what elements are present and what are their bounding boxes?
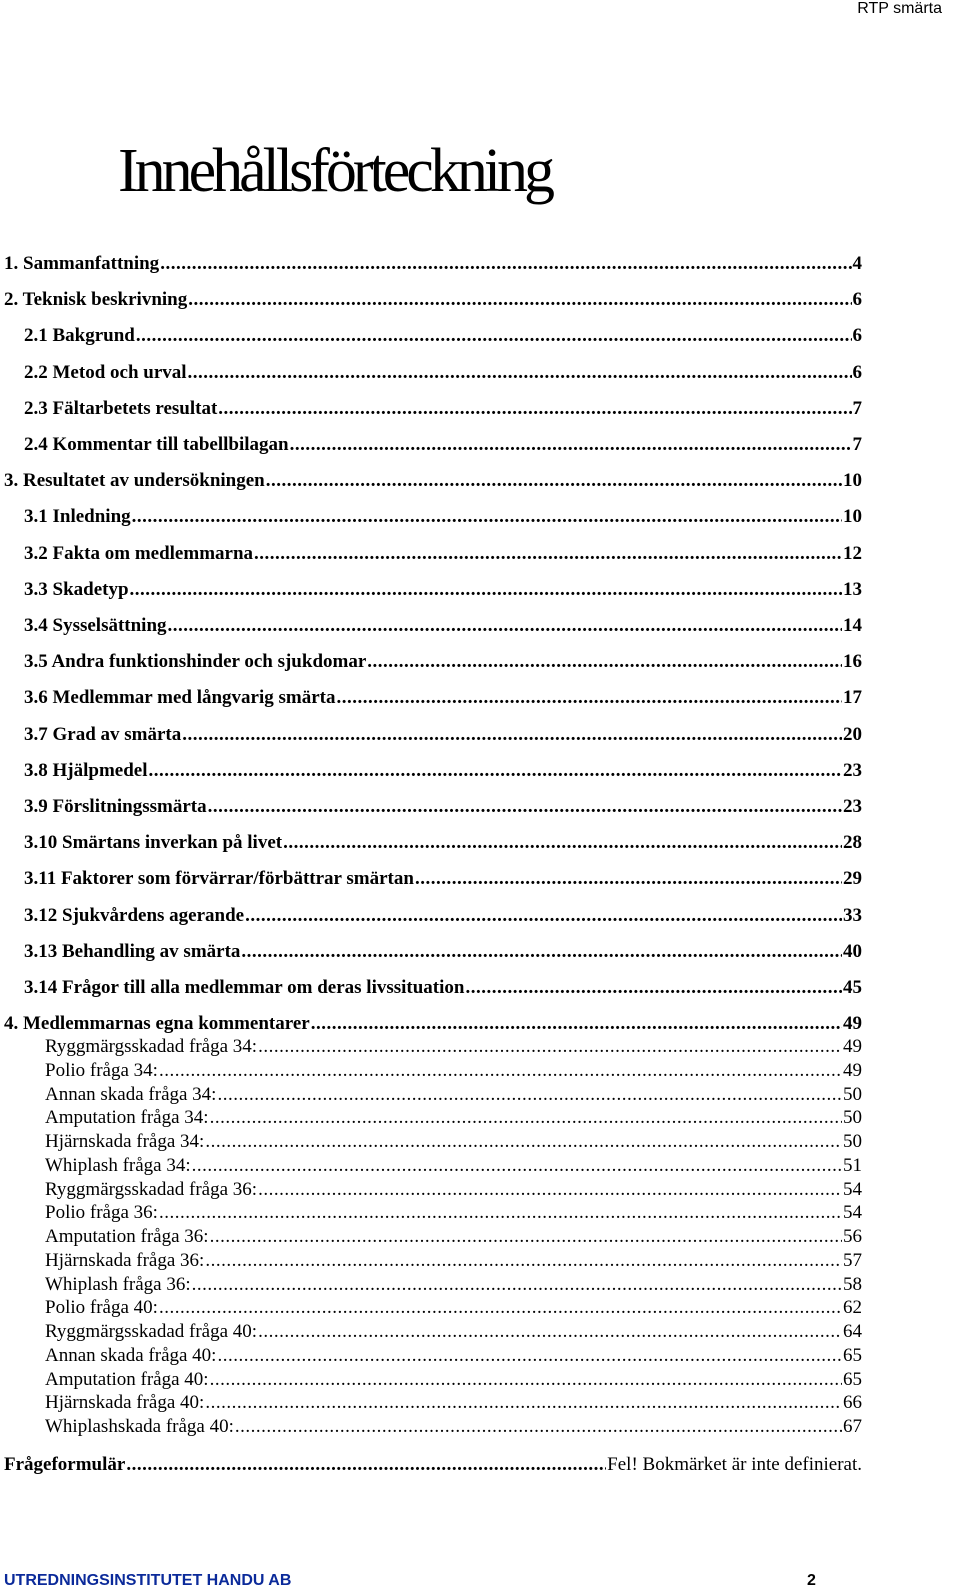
toc-leader-dots xyxy=(188,289,851,311)
toc-entry-page: 23 xyxy=(843,796,862,817)
toc-entry-label: 1. Sammanfattning xyxy=(4,253,160,274)
toc-leader-dots xyxy=(192,1274,842,1296)
toc-leader-dots xyxy=(283,832,842,854)
toc-entry-page: 57 xyxy=(843,1249,862,1271)
toc-entry-page: 6 xyxy=(852,289,862,311)
toc-entry[interactable] xyxy=(24,724,862,746)
toc-entry[interactable] xyxy=(45,1321,862,1343)
toc-entry[interactable] xyxy=(45,1226,862,1248)
toc-entry[interactable] xyxy=(45,1036,862,1058)
toc-entry[interactable] xyxy=(45,1274,862,1296)
toc-entry-label: Hjärnskada fråga 36: xyxy=(45,1249,205,1271)
toc-entry-label: 2.3 Fältarbetets resultat xyxy=(24,397,218,419)
toc-entry[interactable] xyxy=(24,905,862,927)
toc-entry[interactable] xyxy=(4,470,862,492)
toc-entry-label: Ryggmärgsskadad fråga 36: xyxy=(45,1178,258,1200)
toc-entry-label: 2.2 Metod och urval xyxy=(24,361,187,383)
toc-entry[interactable] xyxy=(24,543,862,565)
toc-entry-label: 3.8 Hjälpmedel xyxy=(24,759,148,781)
toc-entry-label: Whiplash fråga 34: xyxy=(45,1154,191,1176)
toc-leader-dots xyxy=(192,1155,842,1177)
toc-entry[interactable] xyxy=(4,1013,862,1035)
toc-entry-label: Amputation fråga 40: xyxy=(45,1368,209,1390)
toc-entry-page: 62 xyxy=(843,1297,862,1319)
toc-entry-page: 7 xyxy=(852,434,862,455)
toc-leader-dots xyxy=(130,579,842,601)
toc-entry-label: 3.4 Sysselsättning xyxy=(24,615,167,636)
toc-leader-dots xyxy=(208,796,842,818)
toc-entry-page: 49 xyxy=(843,1013,862,1035)
toc-entry-page: 12 xyxy=(843,542,862,564)
toc-entry-page: 50 xyxy=(843,1083,862,1105)
toc-entry[interactable] xyxy=(24,362,862,384)
toc-entry-label: Frågeformulär xyxy=(4,1454,126,1475)
toc-entry-label: 3.1 Inledning xyxy=(24,506,131,528)
toc-entry[interactable] xyxy=(45,1202,862,1224)
toc-leader-dots xyxy=(290,434,852,456)
toc-leader-dots xyxy=(415,868,842,890)
toc-entry-page: 56 xyxy=(843,1226,862,1247)
toc-entry[interactable] xyxy=(24,615,862,637)
toc-entry-page: 65 xyxy=(843,1344,862,1366)
toc-entry[interactable] xyxy=(24,579,862,601)
toc-entry[interactable] xyxy=(45,1060,862,1082)
toc-entry-label: Annan skada fråga 34: xyxy=(45,1083,217,1105)
toc-entry-page: 54 xyxy=(843,1178,862,1200)
toc-entry[interactable] xyxy=(45,1297,862,1319)
toc-entry[interactable] xyxy=(45,1250,862,1272)
toc-entry-page: 10 xyxy=(843,470,862,492)
toc-entry[interactable] xyxy=(24,796,862,818)
toc-leader-dots xyxy=(210,1107,842,1129)
toc-entry[interactable] xyxy=(24,941,862,963)
toc-entry-label: 2.4 Kommentar till tabellbilagan xyxy=(24,434,289,455)
toc-leader-dots xyxy=(182,724,842,746)
toc-entry-page: 58 xyxy=(843,1273,862,1295)
toc-entry[interactable] xyxy=(24,434,862,456)
toc-entry-label: 3.10 Smärtans inverkan på livet xyxy=(24,832,283,854)
toc-entry-page: 4 xyxy=(852,253,862,274)
toc-entry[interactable] xyxy=(24,398,862,420)
toc-leader-dots xyxy=(210,1226,842,1248)
toc-entry-page: 28 xyxy=(843,832,862,854)
toc-entry-label: 3.9 Förslitningssmärta xyxy=(24,796,207,817)
toc-entry-label: 3. Resultatet av undersökningen xyxy=(4,470,265,492)
toc-entry-page: 10 xyxy=(843,506,862,528)
toc-entry-page: 20 xyxy=(843,723,862,745)
toc-entry[interactable] xyxy=(24,687,862,709)
page-title: Innehållsförteckning xyxy=(118,137,552,205)
toc-leader-dots xyxy=(218,398,851,420)
toc-entry-label: 3.13 Behandling av smärta xyxy=(24,940,241,962)
toc-entry-label: 2.1 Bakgrund xyxy=(24,325,135,347)
toc-entry[interactable] xyxy=(45,1392,862,1414)
toc-leader-dots xyxy=(241,941,842,963)
toc-leader-dots xyxy=(235,1416,842,1438)
toc-entry-page: 29 xyxy=(843,868,862,890)
toc-entry-page: 14 xyxy=(843,615,862,636)
toc-entry-page: 64 xyxy=(843,1321,862,1342)
toc-leader-dots xyxy=(205,1392,842,1414)
toc-entry-page: 66 xyxy=(843,1392,862,1414)
toc-entry[interactable] xyxy=(24,325,862,347)
toc-entry-label: 3.2 Fakta om medlemmarna xyxy=(24,542,254,564)
toc-leader-dots xyxy=(188,362,852,384)
toc-entry-page: 33 xyxy=(843,904,862,926)
toc-entry-page: 49 xyxy=(843,1036,862,1057)
toc-leader-dots xyxy=(367,651,842,673)
toc-entry-label: Amputation fråga 34: xyxy=(45,1107,209,1129)
toc-entry-label: Amputation fråga 36: xyxy=(45,1226,209,1247)
toc-leader-dots xyxy=(168,615,842,637)
toc-leader-dots xyxy=(159,1297,842,1319)
toc-leader-dots xyxy=(159,1060,842,1082)
toc-entry-label: Polio fråga 36: xyxy=(45,1202,158,1224)
toc-entry-label: Polio fråga 34: xyxy=(45,1059,158,1081)
toc-entry[interactable] xyxy=(24,868,862,890)
toc-leader-dots xyxy=(217,1084,842,1106)
toc-leader-dots xyxy=(258,1321,842,1343)
running-header: RTP smärta xyxy=(857,0,942,17)
toc-entry-label: Hjärnskada fråga 34: xyxy=(45,1131,205,1152)
toc-entry-label: Whiplashskada fråga 40: xyxy=(45,1416,234,1437)
toc-leader-dots xyxy=(337,687,842,709)
toc-entry-label: 3.12 Sjukvårdens agerande xyxy=(24,904,245,926)
toc-entry-label: 3.5 Andra funktionshinder och sjukdomar xyxy=(24,651,367,673)
toc-leader-dots xyxy=(132,506,842,528)
toc-entry-page: 17 xyxy=(843,687,862,709)
toc-entry[interactable] xyxy=(45,1107,862,1129)
toc-entry-page: 45 xyxy=(843,977,862,998)
toc-entry-page: 7 xyxy=(852,397,862,419)
toc-entry-page: 50 xyxy=(843,1107,862,1129)
toc-entry-page: 65 xyxy=(843,1368,862,1390)
toc-entry[interactable] xyxy=(24,651,862,673)
toc-entry[interactable] xyxy=(45,1131,862,1153)
toc-entry[interactable] xyxy=(45,1155,862,1177)
toc-entry-page: 6 xyxy=(852,325,862,347)
toc-leader-dots xyxy=(245,905,842,927)
toc-leader-dots xyxy=(136,325,852,347)
toc-leader-dots xyxy=(254,543,842,565)
toc-leader-dots xyxy=(159,1202,842,1224)
toc-entry[interactable] xyxy=(45,1179,862,1201)
toc-entry-label: 3.3 Skadetyp xyxy=(24,578,129,600)
toc-entry[interactable] xyxy=(24,977,862,999)
toc-leader-dots xyxy=(205,1131,842,1153)
toc-entry-page: 13 xyxy=(843,578,862,600)
toc-leader-dots xyxy=(266,470,842,492)
toc-entry-label: Whiplash fråga 36: xyxy=(45,1273,191,1295)
toc-entry-label: Ryggmärgsskadad fråga 34: xyxy=(45,1036,258,1057)
toc-entry-label: 3.11 Faktorer som förvärrar/förbättrar smärtan xyxy=(24,868,414,890)
toc-leader-dots xyxy=(311,1013,842,1035)
toc-entry[interactable] xyxy=(45,1345,862,1367)
toc-entry-label: 2. Teknisk beskrivning xyxy=(4,289,188,311)
toc-entry-label: Hjärnskada fråga 40: xyxy=(45,1392,205,1414)
toc-entry-page: 16 xyxy=(843,651,862,673)
toc-leader-dots xyxy=(465,977,842,999)
toc-entry[interactable] xyxy=(24,760,862,782)
toc-entry-label: 3.7 Grad av smärta xyxy=(24,723,182,745)
toc-entry-page: 67 xyxy=(843,1416,862,1437)
toc-leader-dots xyxy=(217,1345,842,1367)
toc-entry[interactable] xyxy=(45,1416,862,1438)
toc-entry[interactable] xyxy=(45,1084,862,1106)
toc-entry-page: 23 xyxy=(843,759,862,781)
footer-page-number: 2 xyxy=(807,1572,816,1589)
toc-entry[interactable] xyxy=(24,506,862,528)
toc-entry[interactable] xyxy=(4,253,862,275)
toc-leader-dots xyxy=(210,1369,842,1391)
toc-entry-page: 49 xyxy=(843,1059,862,1081)
footer-company: UTREDNINGSINSTITUTET HANDU AB xyxy=(4,1572,292,1589)
toc-leader-dots xyxy=(149,760,843,782)
toc-entry-error-text: Fel! Bokmärket är inte definierat. xyxy=(607,1454,862,1475)
toc-entry-label: 3.6 Medlemmar med långvarig smärta xyxy=(24,687,336,709)
toc-entry-formular[interactable] xyxy=(4,1454,862,1476)
toc-entry-page: 6 xyxy=(852,361,862,383)
toc-entry-label: 3.14 Frågor till alla medlemmar om deras livssituation xyxy=(24,977,465,998)
toc-entry-page: 50 xyxy=(843,1131,862,1152)
toc-entry-label: Annan skada fråga 40: xyxy=(45,1344,217,1366)
toc-leader-dots xyxy=(258,1036,842,1058)
toc-entry[interactable] xyxy=(45,1369,862,1391)
toc-entry-page: 51 xyxy=(843,1154,862,1176)
toc-entry-label: Polio fråga 40: xyxy=(45,1297,158,1319)
toc-leader-dots xyxy=(160,253,851,275)
toc-entry-label: 4. Medlemmarnas egna kommentarer xyxy=(4,1013,310,1035)
toc-entry[interactable] xyxy=(24,832,862,854)
toc-entry-page: 54 xyxy=(843,1202,862,1224)
toc-entry[interactable] xyxy=(4,289,862,311)
toc-leader-dots xyxy=(258,1179,842,1201)
toc-leader-dots xyxy=(126,1454,606,1476)
toc-leader-dots xyxy=(205,1250,842,1272)
toc-entry-label: Ryggmärgsskadad fråga 40: xyxy=(45,1321,258,1342)
toc-entry-page: 40 xyxy=(843,940,862,962)
